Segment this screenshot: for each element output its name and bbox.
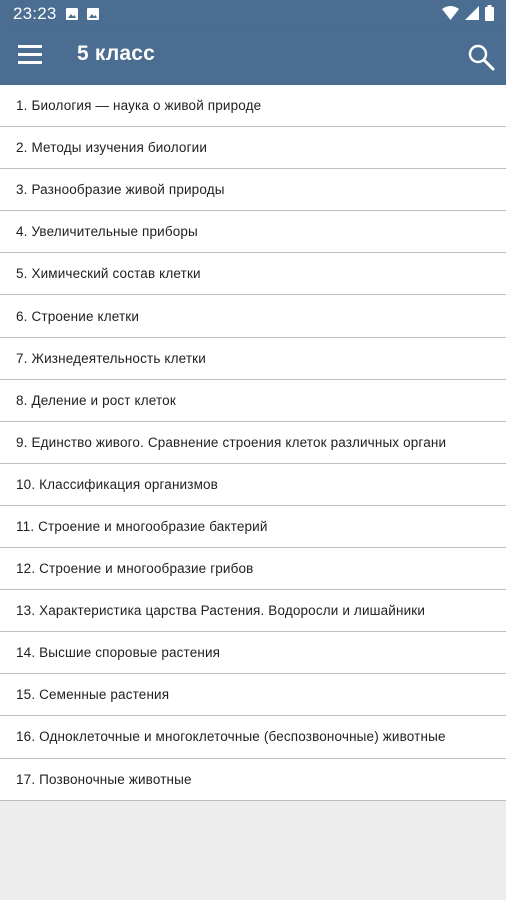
list-item[interactable]	[0, 464, 506, 506]
list-item-label: 9. Единство живого. Сравнение строения клеток различных органи	[16, 434, 447, 450]
system-tray	[442, 5, 494, 26]
wifi-icon	[442, 6, 459, 25]
search-icon[interactable]	[467, 43, 495, 71]
list-item-label: 17. Позвоночные животные	[16, 771, 192, 787]
list-item-label: 15. Семенные растения	[16, 687, 170, 703]
list-item-label: 12. Строение и многообразие грибов	[16, 561, 254, 577]
status-time: 23:23	[13, 4, 57, 23]
list-item[interactable]	[0, 380, 506, 422]
list-item[interactable]	[0, 422, 506, 464]
list-item-label: 10. Классификация организмов	[16, 476, 218, 492]
list-item[interactable]	[0, 590, 506, 632]
list-item[interactable]	[0, 338, 506, 380]
battery-icon	[485, 5, 494, 26]
list-item-label: 5. Химический состав клетки	[16, 266, 201, 282]
list-item-label: 16. Одноклеточные и многоклеточные (беспозвоночные) животные	[16, 729, 446, 745]
status-bar	[0, 0, 506, 28]
list-item-label: 1. Биология — наука о живой природе	[16, 98, 262, 114]
list-item-label: 4. Увеличительные приборы	[16, 224, 198, 240]
list-item-label: 13. Характеристика царства Растения. Водоросли и лишайники	[16, 603, 426, 619]
list-item[interactable]	[0, 674, 506, 716]
page-title: 5 класс	[77, 42, 156, 65]
image-icon	[87, 8, 99, 20]
list-item[interactable]	[0, 85, 506, 127]
list-item[interactable]	[0, 211, 506, 253]
list-item[interactable]	[0, 548, 506, 590]
chapter-list	[0, 85, 506, 801]
signal-icon	[465, 6, 479, 25]
list-item-label: 2. Методы изучения биологии	[16, 140, 208, 156]
list-item[interactable]	[0, 253, 506, 295]
list-item-label: 11. Строение и многообразие бактерий	[16, 518, 268, 534]
list-item-label: 7. Жизнедеятельность клетки	[16, 350, 206, 366]
list-item[interactable]	[0, 169, 506, 211]
app-bar	[0, 28, 506, 85]
menu-icon[interactable]	[18, 45, 42, 65]
list-item[interactable]	[0, 716, 506, 758]
list-item[interactable]	[0, 127, 506, 169]
list-item[interactable]	[0, 295, 506, 337]
list-item[interactable]	[0, 506, 506, 548]
list-item-label: 14. Высшие споровые растения	[16, 645, 221, 661]
list-item-label: 3. Разнообразие живой природы	[16, 182, 225, 198]
list-item-label: 8. Деление и рост клеток	[16, 392, 176, 408]
list-item-label: 6. Строение клетки	[16, 308, 140, 324]
image-icon	[66, 8, 78, 20]
list-item[interactable]	[0, 632, 506, 674]
list-item[interactable]	[0, 759, 506, 801]
